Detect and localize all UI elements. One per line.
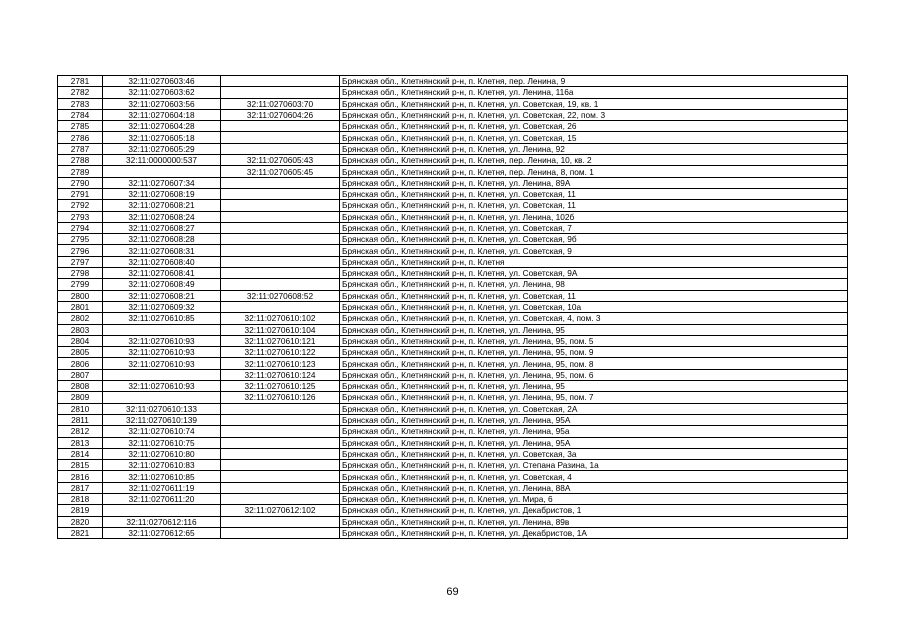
table-row	[58, 505, 848, 516]
row-number-cell: 2788	[58, 155, 103, 166]
address-cell: Брянская обл., Клетнянский р-н, п. Клетня, ул. Ленина, 95, пом. 7	[340, 392, 848, 403]
cadastral-table	[57, 75, 848, 539]
row-number-cell: 2816	[58, 471, 103, 482]
address-cell: Брянская обл., Клетнянский р-н, п. Клетня, ул. Советская, 7	[340, 222, 848, 233]
new-cadastral-number-cell	[221, 448, 340, 459]
new-cadastral-number-cell: 32:11:0270610:102	[221, 313, 340, 324]
row-number-cell: 2810	[58, 403, 103, 414]
cadastral-number-cell: 32:11:0270608:41	[103, 268, 221, 279]
row-number-cell: 2815	[58, 460, 103, 471]
address-cell: Брянская обл., Клетнянский р-н, п. Клетня, ул. Советская, 19, кв. 1	[340, 98, 848, 109]
address-cell: Брянская обл., Клетнянский р-н, п. Клетня, ул. Советская, 9	[340, 245, 848, 256]
address-cell: Брянская обл., Клетнянский р-н, п. Клетня, ул. Ленина, 116а	[340, 87, 848, 98]
table-row	[58, 493, 848, 504]
row-number-cell: 2789	[58, 166, 103, 177]
table-row	[58, 437, 848, 448]
row-number-cell: 2819	[58, 505, 103, 516]
cadastral-number-cell: 32:11:0270610:93	[103, 347, 221, 358]
new-cadastral-number-cell	[221, 268, 340, 279]
cadastral-number-cell: 32:11:0270608:27	[103, 222, 221, 233]
address-cell: Брянская обл., Клетнянский р-н, п. Клетня, ул. Ленина, 95а	[340, 426, 848, 437]
cadastral-number-cell: 32:11:0270611:19	[103, 482, 221, 493]
row-number-cell: 2817	[58, 482, 103, 493]
table-row	[58, 268, 848, 279]
address-cell: Брянская обл., Клетнянский р-н, п. Клетня, ул. Советская, 11	[340, 188, 848, 199]
address-cell: Брянская обл., Клетнянский р-н, п. Клетня, пер. Ленина, 9	[340, 76, 848, 87]
table-row	[58, 381, 848, 392]
new-cadastral-number-cell: 32:11:0270604:26	[221, 109, 340, 120]
new-cadastral-number-cell	[221, 177, 340, 188]
cadastral-number-cell: 32:11:0270608:21	[103, 200, 221, 211]
table-row	[58, 403, 848, 414]
cadastral-number-cell: 32:11:0270608:24	[103, 211, 221, 222]
new-cadastral-number-cell	[221, 76, 340, 87]
row-number-cell: 2811	[58, 414, 103, 425]
cadastral-number-cell	[103, 369, 221, 380]
cadastral-number-cell: 32:11:0270611:20	[103, 493, 221, 504]
new-cadastral-number-cell	[221, 132, 340, 143]
table-row	[58, 527, 848, 538]
address-cell: Брянская обл., Клетнянский р-н, п. Клетня, ул. Мира, 6	[340, 493, 848, 504]
table-row	[58, 347, 848, 358]
new-cadastral-number-cell	[221, 482, 340, 493]
row-number-cell: 2801	[58, 301, 103, 312]
cadastral-number-cell	[103, 166, 221, 177]
address-cell: Брянская обл., Клетнянский р-н, п. Клетня, ул. Ленина, 95	[340, 324, 848, 335]
cadastral-number-cell: 32:11:0270604:28	[103, 121, 221, 132]
cadastral-number-cell: 32:11:0270605:29	[103, 143, 221, 154]
row-number-cell: 2782	[58, 87, 103, 98]
cadastral-number-cell: 32:11:0270610:83	[103, 460, 221, 471]
row-number-cell: 2813	[58, 437, 103, 448]
cadastral-number-cell	[103, 392, 221, 403]
cadastral-number-cell: 32:11:0270603:46	[103, 76, 221, 87]
table-row	[58, 358, 848, 369]
table-row	[58, 324, 848, 335]
new-cadastral-number-cell: 32:11:0270610:121	[221, 335, 340, 346]
table-row	[58, 448, 848, 459]
new-cadastral-number-cell	[221, 143, 340, 154]
cadastral-number-cell: 32:11:0270612:116	[103, 516, 221, 527]
address-cell: Брянская обл., Клетнянский р-н, п. Клетня, ул. Ленина, 95, пом. 5	[340, 335, 848, 346]
new-cadastral-number-cell	[221, 493, 340, 504]
row-number-cell: 2802	[58, 313, 103, 324]
address-cell: Брянская обл., Клетнянский р-н, п. Клетня, ул. Ленина, 95	[340, 381, 848, 392]
address-cell: Брянская обл., Клетнянский р-н, п. Клетня, пер. Ленина, 10, кв. 2	[340, 155, 848, 166]
address-cell: Брянская обл., Клетнянский р-н, п. Клетня, ул. Советская, 10а	[340, 301, 848, 312]
row-number-cell: 2783	[58, 98, 103, 109]
address-cell: Брянская обл., Клетнянский р-н, п. Клетня, ул. Ленина, 89А	[340, 177, 848, 188]
table-row	[58, 222, 848, 233]
new-cadastral-number-cell	[221, 426, 340, 437]
new-cadastral-number-cell	[221, 211, 340, 222]
row-number-cell: 2799	[58, 279, 103, 290]
cadastral-number-cell: 32:11:0270612:65	[103, 527, 221, 538]
new-cadastral-number-cell: 32:11:0270612:102	[221, 505, 340, 516]
cadastral-number-cell: 32:11:0270605:18	[103, 132, 221, 143]
table-row	[58, 121, 848, 132]
address-cell: Брянская обл., Клетнянский р-н, п. Клетня, ул. Ленина, 95, пом. 8	[340, 358, 848, 369]
table-row	[58, 188, 848, 199]
cadastral-number-cell: 32:11:0270608:28	[103, 234, 221, 245]
address-cell: Брянская обл., Клетнянский р-н, п. Клетня, ул. Советская, 2А	[340, 403, 848, 414]
new-cadastral-number-cell: 32:11:0270610:124	[221, 369, 340, 380]
address-cell: Брянская обл., Клетнянский р-н, п. Клетня, ул. Советская, 9А	[340, 268, 848, 279]
table-row	[58, 392, 848, 403]
cadastral-number-cell: 32:11:0270610:85	[103, 471, 221, 482]
address-cell: Брянская обл., Клетнянский р-н, п. Клетня, ул. Советская, 11	[340, 290, 848, 301]
address-cell: Брянская обл., Клетнянский р-н, п. Клетня, ул. Степана Разина, 1а	[340, 460, 848, 471]
new-cadastral-number-cell	[221, 234, 340, 245]
new-cadastral-number-cell: 32:11:0270608:52	[221, 290, 340, 301]
address-cell: Брянская обл., Клетнянский р-н, п. Клетня, ул. Декабристов, 1	[340, 505, 848, 516]
new-cadastral-number-cell: 32:11:0270610:104	[221, 324, 340, 335]
table-row	[58, 301, 848, 312]
new-cadastral-number-cell	[221, 414, 340, 425]
table-row	[58, 245, 848, 256]
new-cadastral-number-cell: 32:11:0270603:70	[221, 98, 340, 109]
table-row	[58, 177, 848, 188]
table-row	[58, 426, 848, 437]
new-cadastral-number-cell: 32:11:0270610:123	[221, 358, 340, 369]
row-number-cell: 2797	[58, 256, 103, 267]
address-cell: Брянская обл., Клетнянский р-н, п. Клетня, ул. Советская, 3а	[340, 448, 848, 459]
page-number: 69	[446, 586, 459, 598]
new-cadastral-number-cell	[221, 437, 340, 448]
new-cadastral-number-cell: 32:11:0270605:45	[221, 166, 340, 177]
address-cell: Брянская обл., Клетнянский р-н, п. Клетня, ул. Ленина, 95А	[340, 437, 848, 448]
row-number-cell: 2812	[58, 426, 103, 437]
cadastral-number-cell: 32:11:0270610:93	[103, 381, 221, 392]
cadastral-number-cell: 32:11:0270609:32	[103, 301, 221, 312]
cadastral-number-cell: 32:11:0270610:93	[103, 335, 221, 346]
row-number-cell: 2793	[58, 211, 103, 222]
row-number-cell: 2787	[58, 143, 103, 154]
cadastral-number-cell: 32:11:0270610:93	[103, 358, 221, 369]
address-cell: Брянская обл., Клетнянский р-н, п. Клетня, ул. Ленина, 95, пом. 9	[340, 347, 848, 358]
table-row	[58, 200, 848, 211]
cadastral-number-cell: 32:11:0000000:537	[103, 155, 221, 166]
address-cell: Брянская обл., Клетнянский р-н, п. Клетня, ул. Декабристов, 1А	[340, 527, 848, 538]
cadastral-number-cell: 32:11:0270603:62	[103, 87, 221, 98]
cadastral-number-cell	[103, 324, 221, 335]
table-row	[58, 335, 848, 346]
new-cadastral-number-cell	[221, 527, 340, 538]
row-number-cell: 2800	[58, 290, 103, 301]
table-row	[58, 414, 848, 425]
cadastral-number-cell: 32:11:0270608:21	[103, 290, 221, 301]
row-number-cell: 2781	[58, 76, 103, 87]
new-cadastral-number-cell	[221, 87, 340, 98]
address-cell: Брянская обл., Клетнянский р-н, п. Клетня, ул. Ленина, 95А	[340, 414, 848, 425]
row-number-cell: 2814	[58, 448, 103, 459]
cadastral-number-cell: 32:11:0270610:80	[103, 448, 221, 459]
table-row	[58, 234, 848, 245]
new-cadastral-number-cell	[221, 460, 340, 471]
address-cell: Брянская обл., Клетнянский р-н, п. Клетня, ул. Ленина, 89в	[340, 516, 848, 527]
address-cell: Брянская обл., Клетнянский р-н, п. Клетня, ул. Советская, 15	[340, 132, 848, 143]
row-number-cell: 2785	[58, 121, 103, 132]
cadastral-number-cell: 32:11:0270610:133	[103, 403, 221, 414]
cadastral-number-cell: 32:11:0270610:74	[103, 426, 221, 437]
table-body	[58, 76, 848, 539]
table-row	[58, 290, 848, 301]
row-number-cell: 2795	[58, 234, 103, 245]
row-number-cell: 2808	[58, 381, 103, 392]
row-number-cell: 2806	[58, 358, 103, 369]
cadastral-number-cell: 32:11:0270604:18	[103, 109, 221, 120]
table-row	[58, 155, 848, 166]
address-cell: Брянская обл., Клетнянский р-н, п. Клетня, ул. Ленина, 98	[340, 279, 848, 290]
row-number-cell: 2809	[58, 392, 103, 403]
address-cell: Брянская обл., Клетнянский р-н, п. Клетня, ул. Советская, 4	[340, 471, 848, 482]
cadastral-number-cell: 32:11:0270610:85	[103, 313, 221, 324]
address-cell: Брянская обл., Клетнянский р-н, п. Клетня, ул. Ленина, 92	[340, 143, 848, 154]
row-number-cell: 2792	[58, 200, 103, 211]
table-row	[58, 369, 848, 380]
table-row	[58, 166, 848, 177]
address-cell: Брянская обл., Клетнянский р-н, п. Клетня, пер. Ленина, 8, пом. 1	[340, 166, 848, 177]
new-cadastral-number-cell	[221, 222, 340, 233]
table-row	[58, 76, 848, 87]
address-cell: Брянская обл., Клетнянский р-н, п. Клетня, ул. Советская, 4, пом. 3	[340, 313, 848, 324]
address-cell: Брянская обл., Клетнянский р-н, п. Клетня, ул. Ленина, 95, пом. 6	[340, 369, 848, 380]
row-number-cell: 2794	[58, 222, 103, 233]
table-row	[58, 87, 848, 98]
row-number-cell: 2821	[58, 527, 103, 538]
new-cadastral-number-cell	[221, 121, 340, 132]
row-number-cell: 2786	[58, 132, 103, 143]
table-row	[58, 516, 848, 527]
row-number-cell: 2805	[58, 347, 103, 358]
row-number-cell: 2804	[58, 335, 103, 346]
row-number-cell: 2818	[58, 493, 103, 504]
row-number-cell: 2803	[58, 324, 103, 335]
new-cadastral-number-cell	[221, 301, 340, 312]
cadastral-number-cell	[103, 505, 221, 516]
table-row	[58, 313, 848, 324]
address-cell: Брянская обл., Клетнянский р-н, п. Клетня, ул. Советская, 9б	[340, 234, 848, 245]
table-row	[58, 143, 848, 154]
cadastral-number-cell: 32:11:0270608:31	[103, 245, 221, 256]
row-number-cell: 2807	[58, 369, 103, 380]
row-number-cell: 2796	[58, 245, 103, 256]
new-cadastral-number-cell: 32:11:0270610:122	[221, 347, 340, 358]
new-cadastral-number-cell: 32:11:0270605:43	[221, 155, 340, 166]
table-row	[58, 98, 848, 109]
cadastral-number-cell: 32:11:0270610:139	[103, 414, 221, 425]
row-number-cell: 2798	[58, 268, 103, 279]
new-cadastral-number-cell	[221, 200, 340, 211]
address-cell: Брянская обл., Клетнянский р-н, п. Клетня, ул. Советская, 11	[340, 200, 848, 211]
address-cell: Брянская обл., Клетнянский р-н, п. Клетня, ул. Советская, 26	[340, 121, 848, 132]
row-number-cell: 2784	[58, 109, 103, 120]
new-cadastral-number-cell	[221, 256, 340, 267]
new-cadastral-number-cell: 32:11:0270610:125	[221, 381, 340, 392]
address-cell: Брянская обл., Клетнянский р-н, п. Клетня, ул. Советская, 22, пом. 3	[340, 109, 848, 120]
address-cell: Брянская обл., Клетнянский р-н, п. Клетня, ул. Ленина, 88А	[340, 482, 848, 493]
new-cadastral-number-cell: 32:11:0270610:126	[221, 392, 340, 403]
address-cell: Брянская обл., Клетнянский р-н, п. Клетня, ул. Ленина, 102б	[340, 211, 848, 222]
table-row	[58, 109, 848, 120]
table-row	[58, 471, 848, 482]
new-cadastral-number-cell	[221, 403, 340, 414]
table-row	[58, 132, 848, 143]
table-row	[58, 460, 848, 471]
table-row	[58, 279, 848, 290]
new-cadastral-number-cell	[221, 245, 340, 256]
address-cell: Брянская обл., Клетнянский р-н, п. Клетня	[340, 256, 848, 267]
cadastral-number-cell: 32:11:0270608:40	[103, 256, 221, 267]
row-number-cell: 2791	[58, 188, 103, 199]
row-number-cell: 2820	[58, 516, 103, 527]
cadastral-number-cell: 32:11:0270610:75	[103, 437, 221, 448]
new-cadastral-number-cell	[221, 188, 340, 199]
cadastral-number-cell: 32:11:0270608:19	[103, 188, 221, 199]
table-row	[58, 482, 848, 493]
table-row	[58, 211, 848, 222]
cadastral-number-cell: 32:11:0270608:49	[103, 279, 221, 290]
new-cadastral-number-cell	[221, 279, 340, 290]
new-cadastral-number-cell	[221, 471, 340, 482]
cadastral-number-cell: 32:11:0270603:56	[103, 98, 221, 109]
table-row	[58, 256, 848, 267]
row-number-cell: 2790	[58, 177, 103, 188]
new-cadastral-number-cell	[221, 516, 340, 527]
cadastral-number-cell: 32:11:0270607:34	[103, 177, 221, 188]
